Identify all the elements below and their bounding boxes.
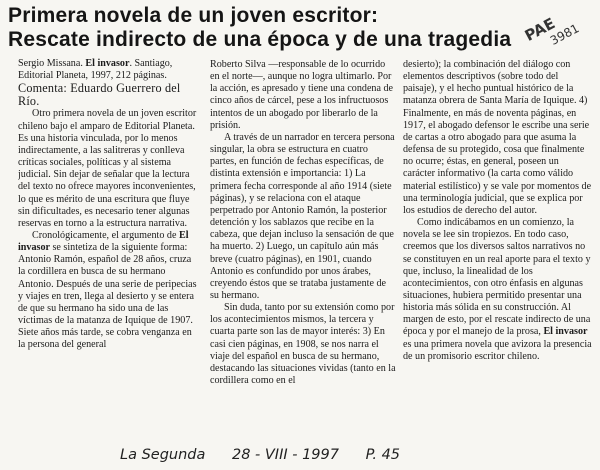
column-2 [210, 59, 396, 444]
handwritten-source-footer [120, 447, 540, 469]
book-title-inline: El invasor [543, 326, 588, 338]
headline-line-2: Rescate indirecto de una época y de una tragedia [8, 28, 512, 51]
paragraph: Cronológicamente, el argumento de El invasor se sintetiza de la siguiente forma: Antonio Ramón, español de 28 años, cruza la cordillera en busca de su hermano Antonio. Después de una serie de peripecias y viajes en tren, llega al desierto y se entera de que su hermano ha sido una de las víctimas de la matanza de Iquique de 1907. Siete años más tarde, se cobra venganza en la persona del general [18, 229, 197, 351]
source-name: La Segunda [120, 447, 206, 463]
book-details: . Santiago, Editorial Planeta, 1997, 212 páginas. [18, 58, 173, 82]
bibliography [18, 58, 198, 82]
paragraph: A través de un narrador en tercera persona singular, la obra se estructura en cuatro partes, en función de fechas específicas, de distinta extensión e importancia: 1) La primera fecha corresponde al año 1914 (siete páginas), y se relaciona con el ataque perpetrado por Antonio Ramón, la posterior detención y los sablazos que recibe en la cabeza, que dejan incluso la sensación de que ha muerto. 2) Luego, un capítulo aún más breve (cuatro páginas), en 1901, cuando Antonio es confundido por unos árabes, creyendo éstos que se trataba justamente de su hermano. [210, 131, 395, 301]
book-author: Sergio Missana. [18, 58, 83, 69]
handwritten-number: 3981 [547, 21, 582, 48]
source-page: P. 45 [365, 447, 401, 463]
handwritten-code: PAE [521, 14, 559, 45]
column-1 [18, 58, 198, 448]
paragraph: Otro primera novela de un joven escritor chileno bajo el amparo de Editorial Planeta. Es una historia vinculada, por lo menos indirectamente, a las salitreras y conlleva críticas sociales, políticas y al sistema judicial. Sin dejar de señalar que la lectura del texto no ofrece mayores inconvenientes, lo que es mérito de una escritura que fluye sin dificultades, es necesario tener algunas reservas en torno a la estructura narrativa. [18, 108, 197, 229]
book-title-inline: El invasor [18, 229, 189, 254]
paragraph: desierto); la combinación del diálogo con elementos descriptivos (sobre todo del paisaje), y el hecho puntual histórico de la matanza obrera de Santa María de Iquique. 4) Finalmente, en más de noventa páginas, en 1917, el abogado defensor le escribe una serie de cartas a otro abogado para que asuma la defensa de su protegido, cosa que finalmente no ocurre; éstas, en general, poseen un carácter informativo (la carta como válido material estilístico) y se vale por momentos de una terminología judicial, que se explica por los estudios de derecho del autor. [403, 59, 592, 216]
headline [8, 4, 528, 52]
reviewer-credit: Comenta: Eduardo Guerrero del Río. [18, 81, 181, 109]
paragraph: Como indicábamos en un comienzo, la novela se lee sin tropiezos. En todo caso, creemos que los diversos saltos narrativos no se constituyen en un real aporte para el texto y que, incluso, la linealidad de los acontecimientos, con otro énfasis en algunas situaciones, hubiera permitido presentar una historia más sólida en su construcción. Al margen de esto, por el rescate indirecto de una época y por el manejo de la prosa, El invasor es una primera novela que avizora la presencia de un promisorio escritor chileno. [403, 217, 592, 362]
source-date: 28 - VIII - 1997 [231, 447, 339, 463]
handwritten-archive-note [522, 0, 600, 68]
book-title: El invasor [85, 58, 130, 69]
headline-line-1: Primera novela de un joven escritor: [8, 4, 379, 27]
paragraph: Roberto Silva —responsable de lo ocurrido en el norte—, aunque no logra ultimarlo. Por la acción, es apresado y tiene una condena de cinco años de cárcel, pese a los infructuosos intentos de un abogado por liberarlo de la prisión. [210, 59, 394, 131]
paragraph: Sin duda, tanto por su extensión como por los acontecimientos mismos, la tercera y cuarta parte son las de mayor interés: 3) En casi cien páginas, en 1908, se nos narra el viaje del español en busca de su hermano, destacando las situaciones vividas (tanto en la cordillera como en el [210, 302, 396, 387]
column-3 [403, 59, 593, 439]
